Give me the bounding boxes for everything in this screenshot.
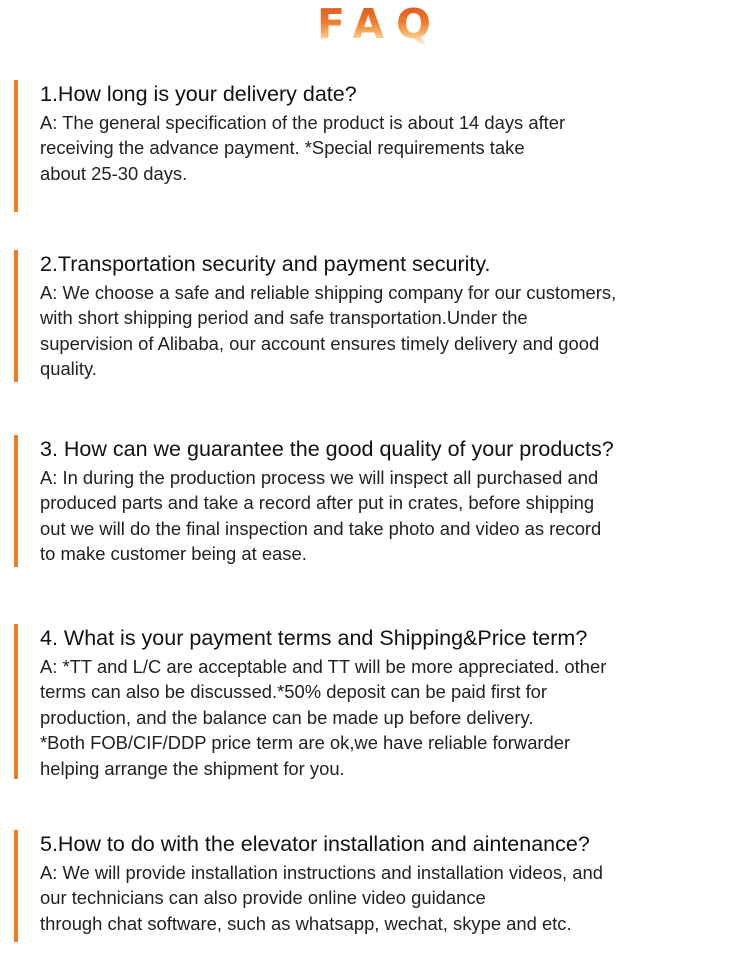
faq-answer-line: helping arrange the shipment for you. bbox=[40, 757, 345, 779]
faq-item-4 bbox=[14, 624, 734, 779]
faq-answer-line: terms can also be discussed.*50% deposit can be paid first for bbox=[40, 681, 548, 703]
faq-answer-line: production, and the balance can be made up before delivery. bbox=[40, 706, 534, 728]
faq-answer-line: to make customer being at ease. bbox=[40, 543, 307, 565]
faq-question: 3. How can we guarantee the good quality of your products? bbox=[40, 437, 614, 461]
faq-answer bbox=[40, 110, 734, 186]
faq-answer-line: A: In during the production process we will inspect all purchased and bbox=[40, 467, 599, 488]
faq-question: 5.How to do with the elevator installation and aintenance? bbox=[40, 832, 590, 856]
faq-answer-line: quality. bbox=[40, 358, 97, 380]
faq-answer-line: A: We choose a safe and reliable shipping company for our customers, bbox=[40, 282, 617, 303]
faq-answer-line: out we will do the final inspection and take photo and video as record bbox=[40, 517, 602, 539]
faq-answer-line: A: We will provide installation instructions and installation videos, and bbox=[40, 862, 603, 883]
faq-answer-line: A: *TT and L/C are acceptable and TT will be more appreciated. other bbox=[40, 656, 607, 677]
faq-answer-line: A: The general specification of the product is about 14 days after bbox=[40, 112, 566, 133]
faq-answer-line: through chat software, such as whatsapp, wechat, skype and etc. bbox=[40, 912, 572, 934]
faq-answer-line: our technicians can also provide online video guidance bbox=[40, 887, 486, 909]
faq-answer-line: *Both FOB/CIF/DDP price term are ok,we have reliable forwarder bbox=[40, 732, 571, 754]
faq-answer bbox=[40, 654, 734, 781]
faq-question: 1.How long is your delivery date? bbox=[40, 82, 357, 106]
faq-question: 4. What is your payment terms and Shipping&Price term? bbox=[40, 626, 588, 650]
faq-answer bbox=[40, 860, 734, 936]
faq-answer bbox=[40, 465, 734, 567]
faq-answer-line: supervision of Alibaba, our account ensures timely delivery and good bbox=[40, 332, 600, 354]
faq-question: 2.Transportation security and payment security. bbox=[40, 252, 491, 276]
faq-logo-text: FAQ bbox=[0, 2, 750, 46]
faq-answer-line: produced parts and take a record after put in crates, before shipping bbox=[40, 492, 595, 514]
faq-item-2 bbox=[14, 250, 734, 382]
faq-answer-line: receiving the advance payment. *Special requirements take bbox=[40, 137, 525, 159]
faq-item-5 bbox=[14, 830, 734, 942]
faq-item-3 bbox=[14, 435, 734, 567]
faq-header bbox=[0, 0, 750, 70]
faq-answer bbox=[40, 280, 734, 382]
faq-logo bbox=[0, 0, 750, 70]
faq-item-1 bbox=[14, 80, 734, 212]
faq-answer-line: about 25-30 days. bbox=[40, 162, 188, 184]
faq-answer-line: with short shipping period and safe transportation.Under the bbox=[40, 307, 528, 329]
